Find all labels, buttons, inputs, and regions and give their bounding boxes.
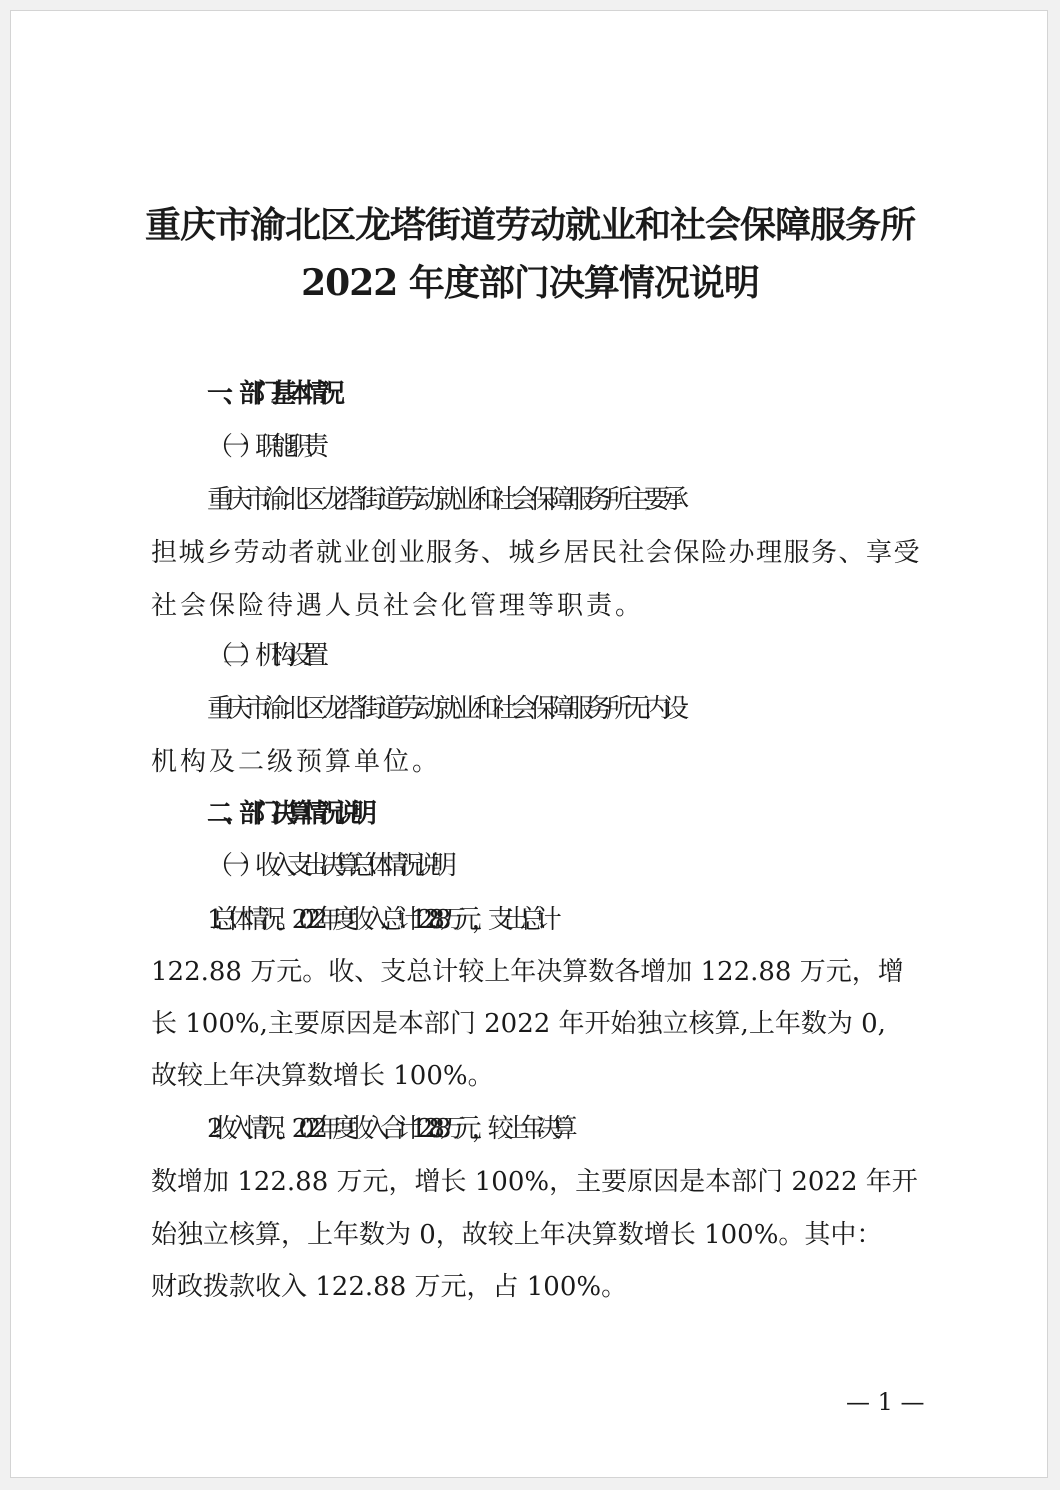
paragraph-line: 122.88 万元。收、支总计较上年决算数各增加 122.88 万元，增 xyxy=(151,957,904,987)
paragraph-line: 数增加 122.88 万元，增长 100%，主要原因是本部门 2022 年开 xyxy=(151,1167,918,1197)
section2-heading: 二、部门决算情况说明 xyxy=(207,799,368,829)
section1-sub1-heading: （一）职能职责 xyxy=(207,432,320,462)
paragraph-line: 机构及二级预算单位。 xyxy=(151,747,442,777)
paragraph-line: 故较上年决算数增长 100%。 xyxy=(151,1061,494,1091)
section1-sub2-heading: （二）机构设置 xyxy=(207,641,320,671)
paragraph-line: 2.收入情况。2022 年度收入合计 122.88 万元，较上年决算 xyxy=(207,1114,568,1144)
page-number: — 1 — xyxy=(846,1388,925,1416)
paragraph-line: 社会保险待遇人员社会化管理等职责。 xyxy=(151,591,645,621)
section2-sub1-heading: （一）收入支出决算总体情况说明 xyxy=(207,851,448,881)
section1-heading: 一、部门基本情况 xyxy=(207,379,336,409)
document-page xyxy=(10,10,1048,1478)
paragraph-line: 重庆市渝北区龙塔街道劳动就业和社会保障服务所无内设 xyxy=(207,694,683,724)
paragraph-line: 财政拨款收入 122.88 万元，占 100%。 xyxy=(151,1272,628,1302)
paragraph-line: 重庆市渝北区龙塔街道劳动就业和社会保障服务所主要承 xyxy=(207,485,683,515)
document-title-line1: 重庆市渝北区龙塔街道劳动就业和社会保障服务所 xyxy=(144,204,915,246)
paragraph-line: 长 100%,主要原因是本部门 2022 年开始独立核算,上年数为 0, xyxy=(151,1009,886,1039)
paragraph-line: 1.总体情况。2022 年度收入总计 122.88 万元，支出总计 xyxy=(207,905,552,935)
paragraph-line: 始独立核算，上年数为 0，故较上年决算数增长 100%。其中： xyxy=(151,1220,883,1250)
paragraph-line: 担城乡劳动者就业创业服务、城乡居民社会保险办理服务、享受 xyxy=(151,538,922,568)
document-title-line2: 2022 年度部门决算情况说明 xyxy=(301,262,759,304)
